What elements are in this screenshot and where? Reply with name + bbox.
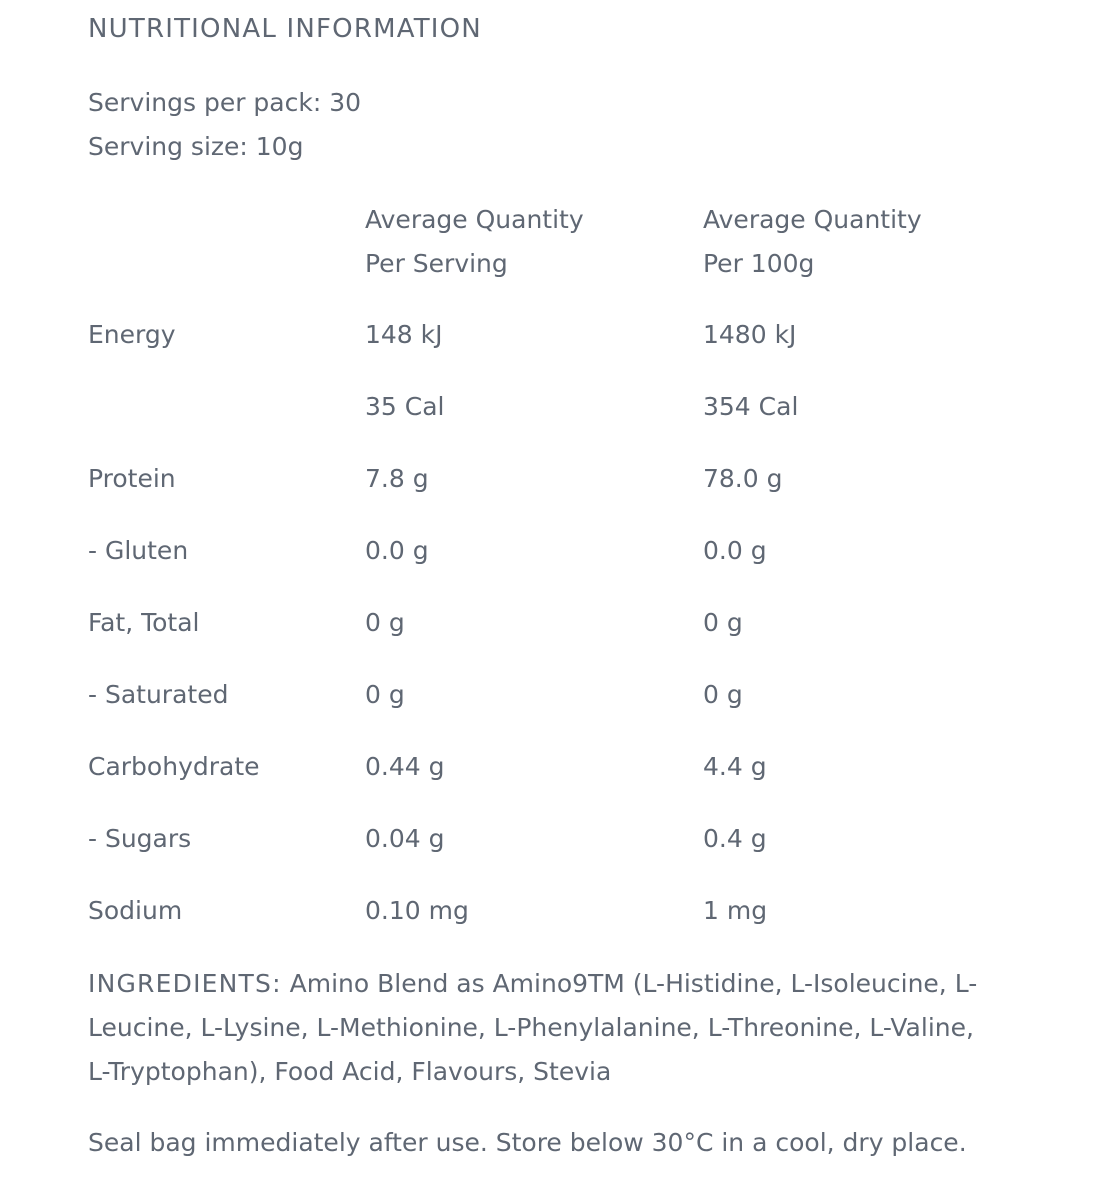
per-100g-value: 1 mg [703,896,768,925]
table-row [88,464,1088,504]
servings-per-pack: Servings per pack: 30 [88,88,362,117]
nutrient-name: - Gluten [88,536,189,565]
per-serving-value: 0 g [365,608,405,637]
per-100g-value: 0.4 g [703,824,767,853]
column-header-line: Average Quantity [365,205,584,234]
per-serving-value: 0 g [365,680,405,709]
per-100g-value: 0.0 g [703,536,767,565]
ingredients-paragraph [88,962,998,1094]
table-row [88,320,1088,360]
per-100g-value: 0 g [703,680,743,709]
nutrient-name: Protein [88,464,176,493]
nutrient-name: - Saturated [88,680,229,709]
nutrient-name: Sodium [88,896,183,925]
column-header-line: Per Serving [365,249,508,278]
nutrient-name: Carbohydrate [88,752,260,781]
per-100g-value: 354 Cal [703,392,799,421]
per-serving-value: 148 kJ [365,320,443,349]
serving-size: Serving size: 10g [88,132,304,161]
nutrient-name: Energy [88,320,176,349]
table-row [88,680,1088,720]
table-row [88,824,1088,864]
table-row [88,536,1088,576]
page-title: NUTRITIONAL INFORMATION [88,14,482,44]
per-100g-value: 0 g [703,608,743,637]
table-row [88,896,1088,936]
nutrient-name: - Sugars [88,824,192,853]
per-100g-value: 4.4 g [703,752,767,781]
table-row [88,752,1088,792]
table-row [88,392,1088,432]
column-header-line: Average Quantity [703,205,922,234]
per-serving-value: 0.04 g [365,824,445,853]
per-100g-value: 78.0 g [703,464,783,493]
table-row [88,608,1088,648]
per-serving-value: 7.8 g [365,464,429,493]
per-serving-value: 0.44 g [365,752,445,781]
per-serving-value: 35 Cal [365,392,445,421]
nutrient-name: Fat, Total [88,608,200,637]
per-serving-value: 0.10 mg [365,896,469,925]
per-100g-value: 1480 kJ [703,320,797,349]
storage-instructions: Seal bag immediately after use. Store below 30°C in a cool, dry place. [88,1128,967,1157]
column-header-line: Per 100g [703,249,815,278]
ingredients-text: Amino Blend as Amino9TM (L-Histidine, L-Isoleucine, L-Leucine, L-Lysine, L-Methionine, L-Phenylalanine, L-Threonine, L-Valine, L-Tryptophan), Food Acid, Flavours, Stevia [88,969,978,1086]
ingredients-label: INGREDIENTS: [88,969,282,998]
column-header-per-100g [703,198,922,286]
column-header-per-serving [365,198,584,286]
per-serving-value: 0.0 g [365,536,429,565]
